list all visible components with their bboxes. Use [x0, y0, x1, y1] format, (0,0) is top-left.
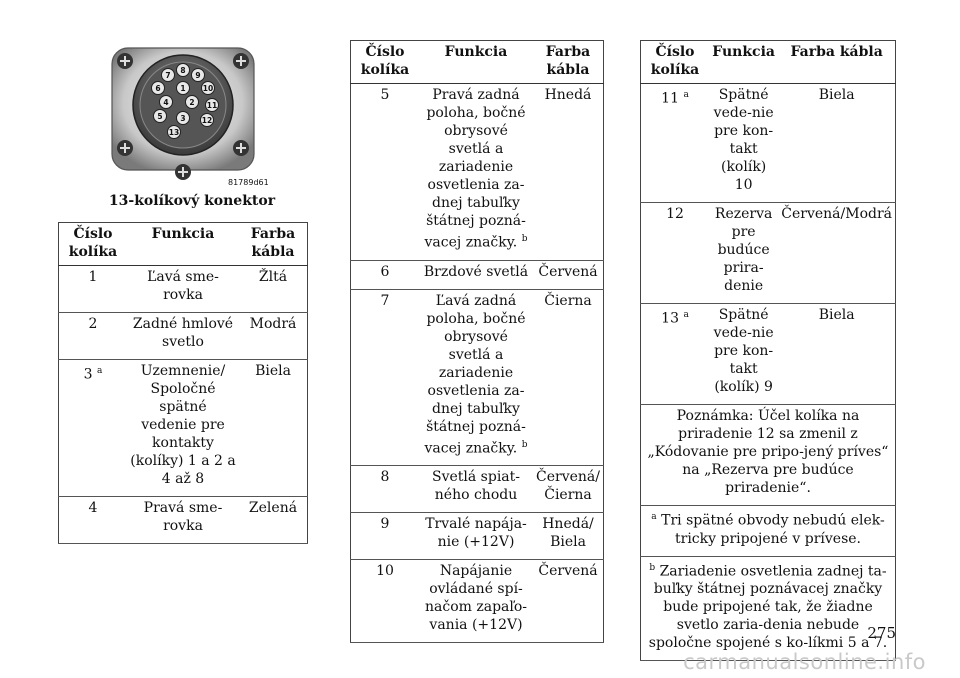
- function-text: Spätné vede-nie pre kon-takt (kolík) 10: [713, 87, 774, 193]
- connector-figure: [108, 40, 258, 190]
- note-row: [641, 405, 896, 506]
- function-cell: [127, 266, 239, 313]
- pin-number: 8: [380, 469, 390, 486]
- function-cell: [419, 560, 533, 643]
- image-code: 81789d61: [228, 178, 269, 187]
- pin-label: 13: [168, 127, 180, 137]
- pin-label: 5: [157, 111, 163, 121]
- pin-number: 13: [661, 310, 679, 327]
- watermark: carmanualsonline.info: [683, 650, 926, 674]
- note-cell: [641, 405, 896, 506]
- color-cell: Hnedá: [533, 84, 604, 261]
- pin-table-1: [58, 222, 308, 544]
- function-cell: [127, 313, 239, 360]
- header-function: Funkcia: [419, 41, 533, 84]
- footnote-mark: a: [683, 90, 689, 100]
- function-cell: [419, 84, 533, 261]
- pin-table-body: [59, 266, 308, 544]
- pin-number: 6: [380, 263, 390, 280]
- page-number: 275: [867, 624, 896, 642]
- pin-number-cell: [351, 513, 420, 560]
- pin-label: 8: [180, 65, 186, 75]
- note-row: [641, 506, 896, 557]
- pin-number-cell: [641, 84, 710, 203]
- pin-table-2: [350, 40, 604, 643]
- pin-number-cell: [351, 289, 420, 466]
- pin-number-cell: [59, 360, 128, 497]
- pin-number: 11: [661, 90, 679, 107]
- function-text: Spätné vede-nie pre kon-takt (kolík) 9: [713, 307, 774, 395]
- header-pin: Číslo kolíka: [351, 41, 420, 84]
- pin-number: 10: [376, 563, 394, 580]
- function-cell: [419, 289, 533, 466]
- table-row: [351, 260, 604, 289]
- pin-number: 3: [83, 366, 93, 383]
- table-row: [59, 266, 308, 313]
- table-row: [59, 497, 308, 544]
- color-cell: Červená: [533, 560, 604, 643]
- function-text: Ľavá zadná poloha, bočné obrysové svetlá a zariadenie osvetlenia za-dnej tabuľky štátnej pozná-vacej značky.: [424, 292, 526, 457]
- function-text: Ľavá sme-rovka: [147, 269, 219, 303]
- pin-table-body: [641, 84, 896, 661]
- function-cell: [709, 84, 778, 203]
- note-row: [641, 556, 896, 661]
- function-text: Rezerva pre budúce prira-denie: [714, 206, 773, 294]
- note-text: Tri spätné obvody nebudú elek-tricky pripojené v prívese.: [656, 512, 885, 547]
- function-text: Svetlá spiat-ného chodu: [431, 469, 520, 504]
- function-cell: [709, 203, 778, 304]
- color-cell: Hnedá/ Biela: [533, 513, 604, 560]
- connector-diagram: [108, 40, 258, 190]
- pin-number-cell: [59, 266, 128, 313]
- pin-number-cell: [59, 497, 128, 544]
- function-cell: [127, 360, 239, 497]
- table-row: [59, 360, 308, 497]
- table-row: [351, 84, 604, 261]
- pin-number: 12: [666, 206, 684, 222]
- footnote-mark: a: [97, 366, 103, 376]
- footnote-mark: b: [521, 234, 528, 244]
- color-cell: Biela: [778, 84, 895, 203]
- header-function: Funkcia: [127, 223, 239, 266]
- color-cell: Modrá: [239, 313, 308, 360]
- table-row: [351, 513, 604, 560]
- table-row: [59, 313, 308, 360]
- function-cell: [419, 513, 533, 560]
- function-text: Brzdové svetlá: [423, 263, 529, 280]
- footnote-mark: a: [683, 310, 689, 320]
- pin-number-cell: [59, 313, 128, 360]
- pin-number: 4: [88, 500, 98, 516]
- color-cell: Červená: [533, 260, 604, 289]
- pin-number: 7: [380, 292, 390, 309]
- footnote-mark: a: [651, 512, 657, 522]
- color-cell: Biela: [778, 304, 895, 405]
- table-row: [351, 289, 604, 466]
- function-text: Pravá zadná poloha, bočné obrysové svetlá a zariadenie osvetlenia za-dnej tabuľky štátnej pozná-vacej značky.: [424, 87, 526, 251]
- function-text: Trvalé napája-nie (+12V): [425, 516, 527, 551]
- pin-number-cell: [641, 203, 710, 304]
- function-cell: [419, 466, 533, 513]
- function-text: Pravá sme-rovka: [143, 500, 223, 534]
- pin-label: 7: [165, 70, 171, 80]
- function-cell: [419, 260, 533, 289]
- header-color: Farba kábla: [239, 223, 308, 266]
- pin-label: 3: [180, 113, 186, 123]
- function-text: Zadné hmlové svetlo: [132, 316, 234, 350]
- note-text: Poznámka: Účel kolíka na priradenie 12 sa zmenil z „Kódovanie pre pripo-jený príves“ na „Rezerva pre budúce priradenie“.: [647, 408, 889, 496]
- color-cell: Čierna: [533, 289, 604, 466]
- pin-number-cell: [351, 260, 420, 289]
- pin-number: 1: [88, 269, 98, 285]
- note-cell: [641, 506, 896, 557]
- pin-label: 6: [155, 83, 161, 93]
- header-color: Farba kábla: [533, 41, 604, 84]
- pin-number-cell: [351, 560, 420, 643]
- color-cell: Zelená: [239, 497, 308, 544]
- header-pin: Číslo kolíka: [59, 223, 128, 266]
- table-row: [351, 466, 604, 513]
- header-pin: Číslo kolíka: [641, 41, 710, 84]
- note-text: Zariadenie osvetlenia zadnej ta-buľky štátnej poznávacej značky bude pripojené tak, že žiadne svetlo zaria-denia nebude spoločne spojené s ko-líkmi 5 a 7.: [648, 563, 888, 652]
- header-function: Funkcia: [709, 41, 778, 84]
- color-cell: Žltá: [239, 266, 308, 313]
- pin-label: 10: [202, 83, 214, 93]
- pin-number-cell: [351, 466, 420, 513]
- color-cell: Biela: [239, 360, 308, 497]
- pin-number: 2: [88, 316, 98, 332]
- function-text: Uzemnenie/ Spoločné spätné vedenie pre kontakty (kolíky) 1 a 2 a 4 až 8: [130, 363, 236, 487]
- figure-caption: 13-kolíkový konektor: [108, 193, 276, 209]
- pin-label: 9: [195, 70, 201, 80]
- header-color: Farba kábla: [778, 41, 895, 84]
- note-cell: [641, 556, 896, 661]
- pin-label: 12: [201, 115, 213, 125]
- pin-label: 2: [189, 97, 195, 107]
- function-cell: [709, 304, 778, 405]
- table-row: [641, 84, 896, 203]
- table-row: [641, 304, 896, 405]
- footnote-mark: b: [521, 439, 528, 450]
- pin-number: 5: [380, 87, 390, 103]
- pin-number: 9: [380, 516, 390, 533]
- color-cell: Červená/Modrá: [778, 203, 895, 304]
- pin-number-cell: [351, 84, 420, 261]
- function-cell: [127, 497, 239, 544]
- function-text: Napájanie ovládané spí-načom zapaľo-vania (+12V): [424, 563, 528, 634]
- pin-number-cell: [641, 304, 710, 405]
- pin-label: 1: [180, 83, 186, 93]
- color-cell: Červená/Čierna: [533, 466, 604, 513]
- pin-label: 4: [163, 97, 169, 107]
- table-row: [641, 203, 896, 304]
- footnote-mark: b: [649, 562, 656, 573]
- pin-table-body: [351, 84, 604, 643]
- pin-label: 11: [206, 100, 218, 110]
- pin-table-3: [640, 40, 896, 661]
- table-row: [351, 560, 604, 643]
